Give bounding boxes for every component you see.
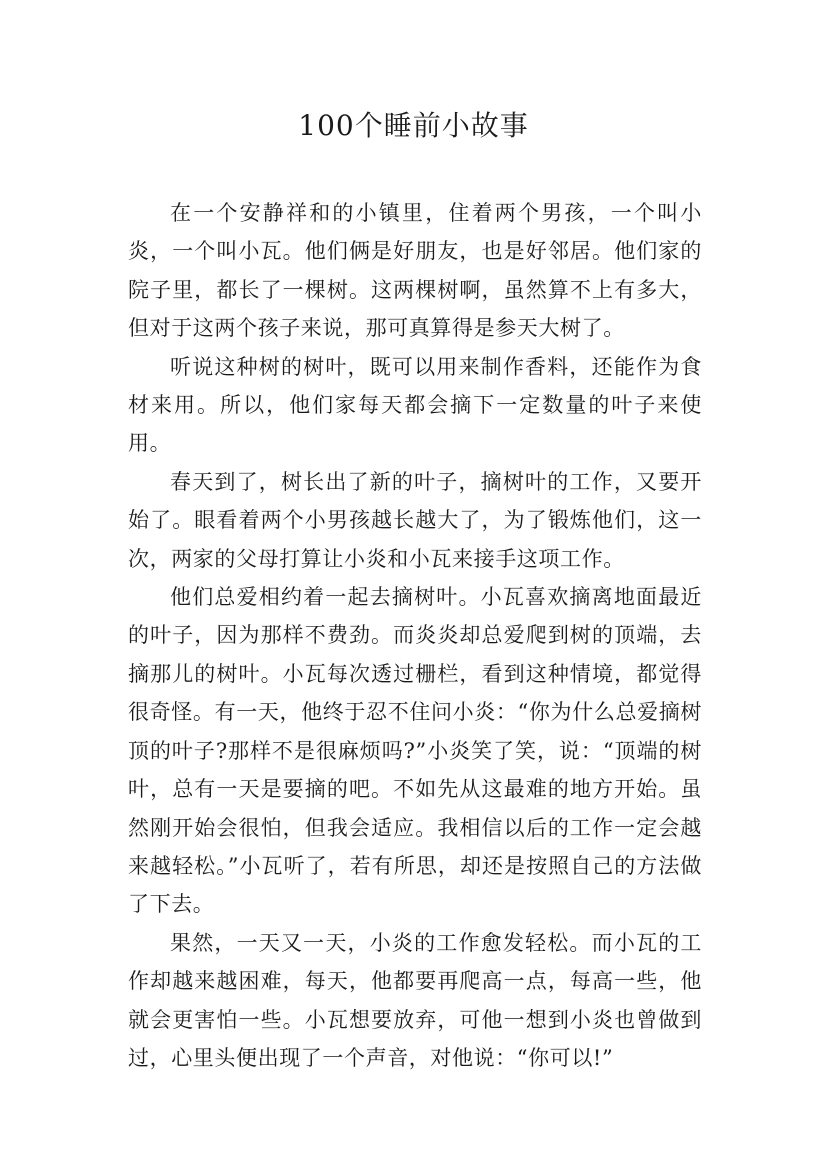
paragraph-1: 在一个安静祥和的小镇里，住着两个男孩，一个叫小炎，一个叫小瓦。他们俩是好朋友，也是好邻居。他们家的院子里，都长了一棵树。这两棵树啊，虽然算不上有多大，但对于这两个孩子来说，那可真算得是参天大树了。 bbox=[128, 201, 702, 341]
paragraph-4: 他们总爱相约着一起去摘树叶。小瓦喜欢摘离地面最近的叶子，因为那样不费劲。而炎炎却总爱爬到树的顶端，去摘那儿的树叶。小瓦每次透过栅栏，看到这种情境，都觉得很奇怪。有一天，他终于忍不住问小炎：“你为什么总爱摘树顶的叶子?那样不是很麻烦吗?”小炎笑了笑，说：“顶端的树叶，总有一天是要摘的吧。不如先从这最难的地方开始。虽然刚开始会很怕，但我会适应。我相信以后的工作一定会越来越轻松。”小瓦听了，若有所思，却还是按照自己的方法做了下去。 bbox=[128, 585, 702, 917]
document-body bbox=[128, 194, 702, 1077]
paragraph-3: 春天到了，树长出了新的叶子，摘树叶的工作，又要开始了。眼看着两个小男孩越长越大了，为了锻炼他们，这一次，两家的父母打算让小炎和小瓦来接手这项工作。 bbox=[128, 469, 702, 571]
paragraph-5: 果然，一天又一天，小炎的工作愈发轻松。而小瓦的工作却越来越困难，每天，他都要再爬高一点，每高一些，他就会更害怕一些。小瓦想要放弃，可他一想到小炎也曾做到过，心里头便出现了一个声音，对他说：“你可以!” bbox=[128, 930, 702, 1070]
paragraph-2: 听说这种树的树叶，既可以用来制作香料，还能作为食材来用。所以，他们家每天都会摘下一定数量的叶子来使用。 bbox=[128, 354, 702, 456]
document-title: 100个睡前小故事 bbox=[298, 109, 529, 142]
